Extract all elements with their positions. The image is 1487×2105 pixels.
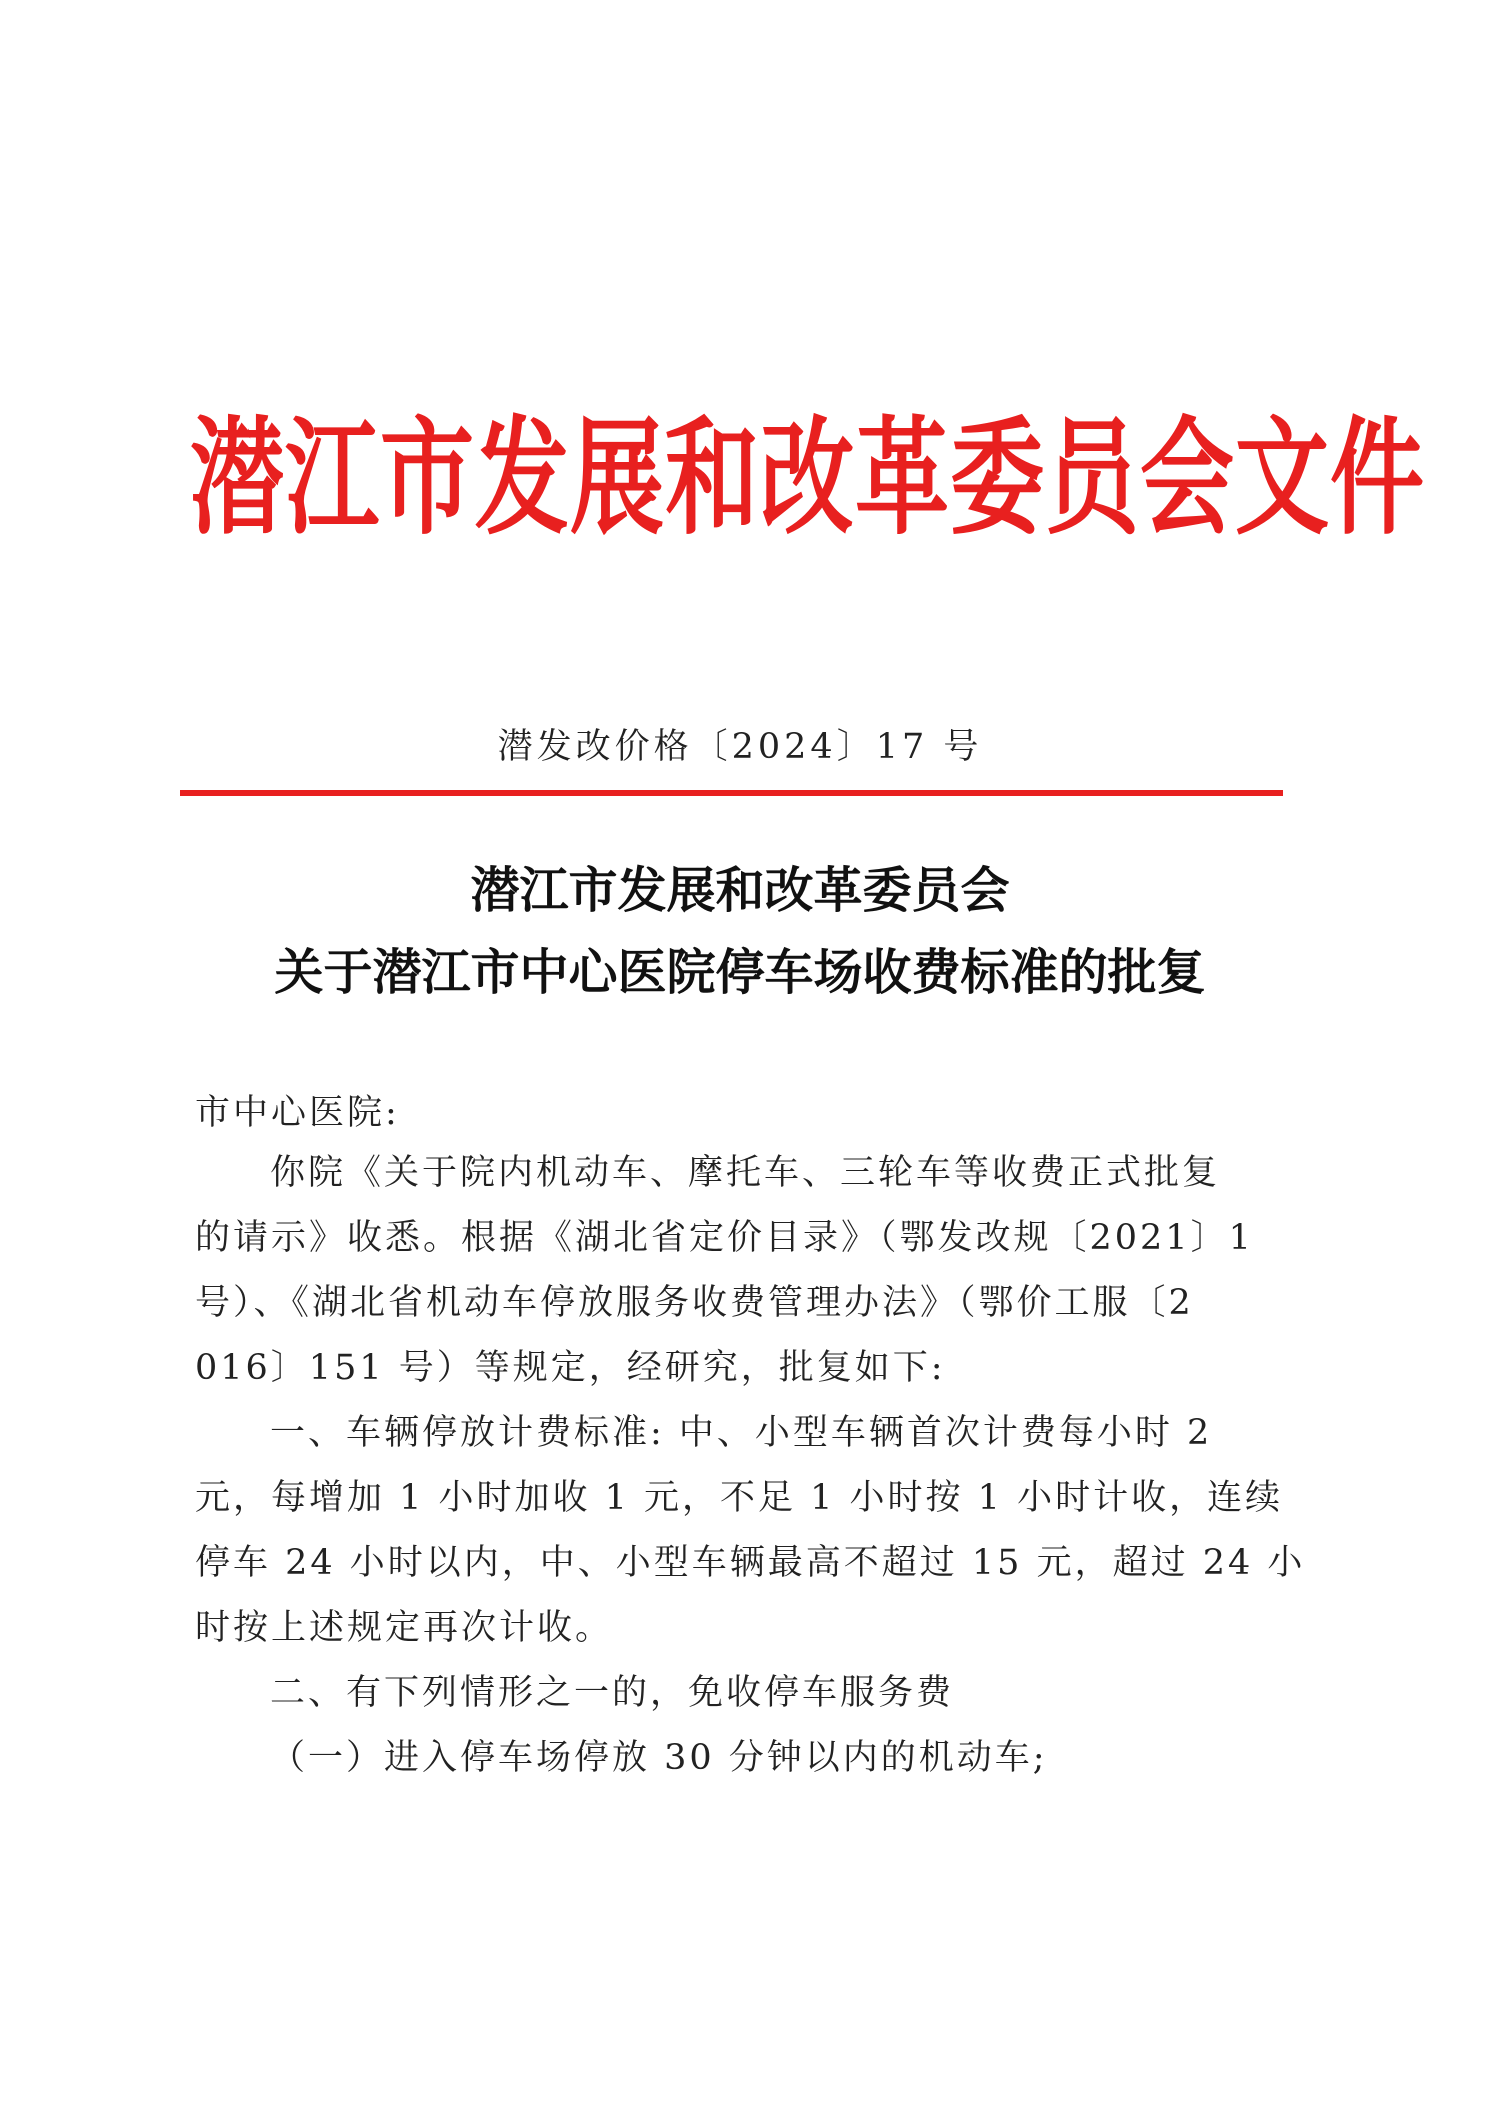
red-divider-line [180, 790, 1283, 796]
paragraph-line: 号）、《湖北省机动车停放服务收费管理办法》（鄂价工服〔2 [195, 1283, 1194, 1323]
paragraph-line: 016〕151 号）等规定，经研究，批复如下: [195, 1348, 946, 1388]
paragraph-line: 时按上述规定再次计收。 [195, 1608, 614, 1648]
masthead-title: 潜江市发展和改革委员会文件 [190, 405, 1426, 553]
document-number: 潜发改价格〔2024〕17 号 [497, 727, 983, 767]
paragraph-line: 的请示》收悉。根据《湖北省定价目录》（鄂发改规〔2021〕1 [195, 1218, 1254, 1258]
document-title-line-2: 关于潜江市中心医院停车场收费标准的批复 [274, 944, 1206, 1001]
paragraph-line: 元，每增加 1 小时加收 1 元，不足 1 小时按 1 小时计收，连续 [195, 1478, 1284, 1518]
paragraph-line: （一）进入停车场停放 30 分钟以内的机动车; [270, 1738, 1048, 1778]
paragraph-line: 二、有下列情形之一的，免收停车服务费 [270, 1673, 955, 1713]
paragraph-line: 一、车辆停放计费标准: 中、小型车辆首次计费每小时 2 [270, 1413, 1213, 1453]
document-title-line-1: 潜江市发展和改革委员会 [470, 862, 1010, 919]
paragraph-line: 你院《关于院内机动车、摩托车、三轮车等收费正式批复 [270, 1153, 1221, 1193]
paragraph-line: 停车 24 小时以内，中、小型车辆最高不超过 15 元，超过 24 小 [195, 1543, 1306, 1583]
addressee: 市中心医院: [195, 1093, 400, 1133]
